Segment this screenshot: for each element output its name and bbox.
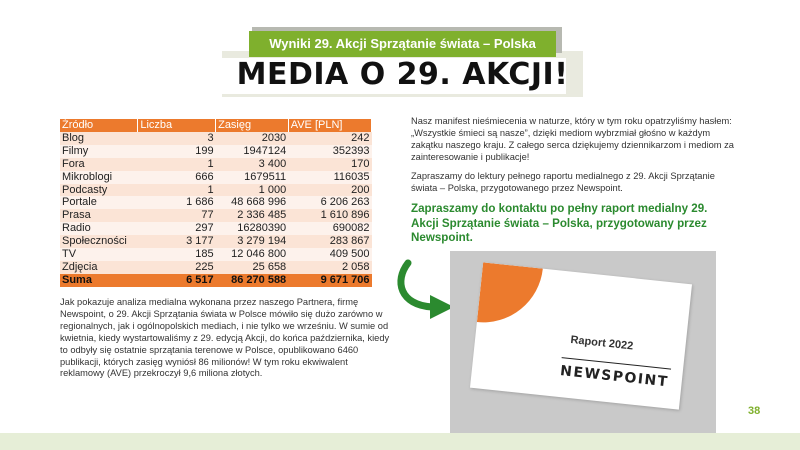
table-row <box>60 158 372 171</box>
table-row <box>60 261 372 274</box>
manifest-text: Nasz manifest nieśmiecenia w naturze, który w tym roku opatrzyliśmy hasłem: „Wszystkie śmieci są nasze”, dzięki mediom wybrzmiał głośno w każdym zakątku naszego kraju. Z całego serca dziękujemy dziennikarzom i mediom za zainteresowanie i publikacje! <box>411 116 734 162</box>
page-title: MEDIA O 29. AKCJI! <box>236 57 569 92</box>
newspoint-logo: NEWSPOINT <box>559 363 670 391</box>
cell-count: 185 <box>138 248 216 261</box>
cell-count: 3 <box>138 132 216 145</box>
cell-source: TV <box>60 248 138 261</box>
cell-count: 3 177 <box>138 235 216 248</box>
report-cover-image <box>470 262 692 409</box>
total-label: Suma <box>60 274 138 287</box>
cell-ave: 200 <box>288 184 371 197</box>
cell-ave: 242 <box>288 132 371 145</box>
total-reach: 86 270 588 <box>216 274 289 287</box>
table-row <box>60 222 372 235</box>
header-ave: AVE [PLN] <box>288 119 371 132</box>
cell-count: 199 <box>138 145 216 158</box>
cell-source: Portale <box>60 196 138 209</box>
cell-source: Radio <box>60 222 138 235</box>
cell-count: 1 686 <box>138 196 216 209</box>
thanks-paragraphs <box>411 116 741 201</box>
contact-cta: Zapraszamy do kontaktu po pełny raport medialny 29. Akcji Sprzątanie świata – Polska, przygotowany przez Newspoint. <box>411 202 708 244</box>
orange-circle-shape <box>477 262 543 328</box>
cell-ave: 283 867 <box>288 235 371 248</box>
page-number: 38 <box>748 405 761 417</box>
cell-reach: 16280390 <box>216 222 289 235</box>
subtitle-banner: Wyniki 29. Akcji Sprzątanie świata – Polska <box>249 31 556 57</box>
cell-reach: 1 000 <box>216 184 289 197</box>
cell-count: 1 <box>138 158 216 171</box>
table-row <box>60 145 372 158</box>
cell-ave: 409 500 <box>288 248 371 261</box>
cell-count: 666 <box>138 171 216 184</box>
media-table <box>60 119 372 287</box>
cell-count: 1 <box>138 184 216 197</box>
cell-ave: 352393 <box>288 145 371 158</box>
cell-count: 77 <box>138 209 216 222</box>
header-reach: Zasięg <box>216 119 289 132</box>
table-row <box>60 248 372 261</box>
cell-source: Filmy <box>60 145 138 158</box>
cell-ave: 170 <box>288 158 371 171</box>
table-row <box>60 196 372 209</box>
cell-source: Prasa <box>60 209 138 222</box>
cell-reach: 2 336 485 <box>216 209 289 222</box>
cell-reach: 1947124 <box>216 145 289 158</box>
table-row <box>60 171 372 184</box>
cell-source: Mikroblogi <box>60 171 138 184</box>
cell-source: Podcasty <box>60 184 138 197</box>
report-invite-text: Zapraszamy do lektury pełnego raportu medialnego z 29. Akcji Sprzątanie świata – Polska, przygotowanego przez Newspoint. <box>411 170 715 193</box>
cell-ave: 2 058 <box>288 261 371 274</box>
cell-ave: 116035 <box>288 171 371 184</box>
cell-source: Fora <box>60 158 138 171</box>
cell-reach: 48 668 996 <box>216 196 289 209</box>
cell-ave: 1 610 896 <box>288 209 371 222</box>
footer-band <box>0 433 800 450</box>
cell-reach: 1679511 <box>216 171 289 184</box>
table-row <box>60 132 372 145</box>
analysis-text: Jak pokazuje analiza medialna wykonana przez naszego Partnera, firmę Newspoint, o 29. Akcji Sprzątania świata w Polsce mówiło się dużo zarówno w regionalnych, jak i ogólnopolskich mediach, i nie tylko we wrześniu. W sumie od kwietnia, kiedy wystartowaliśmy z 29. edycją Akcji, do końca października, kiedy to odbyły się ostatnie sprzątania terenowe w Polsce, opublikowano 6460 publikacji, których zasięg wyniósł 86 milionów! W tym roku ekwiwalent reklamowy (AVE) przekroczył 9,6 miliona złotych. <box>60 297 390 379</box>
table-row <box>60 184 372 197</box>
cell-source: Zdjęcia <box>60 261 138 274</box>
cell-reach: 3 400 <box>216 158 289 171</box>
table-row <box>60 235 372 248</box>
table-header-row <box>60 119 372 132</box>
cell-reach: 2030 <box>216 132 289 145</box>
cell-reach: 12 046 800 <box>216 248 289 261</box>
cell-count: 225 <box>138 261 216 274</box>
cell-source: Blog <box>60 132 138 145</box>
header-count: Liczba <box>138 119 216 132</box>
total-ave: 9 671 706 <box>288 274 371 287</box>
total-count: 6 517 <box>138 274 216 287</box>
cell-ave: 690082 <box>288 222 371 235</box>
report-label: Raport 2022 <box>569 333 634 353</box>
cell-reach: 25 658 <box>216 261 289 274</box>
header-source: Źródło <box>60 119 138 132</box>
table-row <box>60 209 372 222</box>
cell-count: 297 <box>138 222 216 235</box>
analysis-paragraph <box>60 297 390 380</box>
cell-source: Społeczności <box>60 235 138 248</box>
table-total-row <box>60 274 372 287</box>
cell-reach: 3 279 194 <box>216 235 289 248</box>
cell-ave: 6 206 263 <box>288 196 371 209</box>
